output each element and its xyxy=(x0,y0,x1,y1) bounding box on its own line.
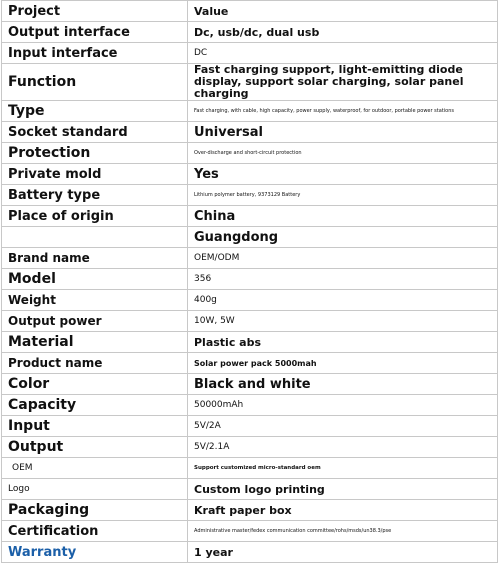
table-row xyxy=(2,353,498,374)
row-value: Guangdong xyxy=(188,227,498,248)
table-row xyxy=(2,185,498,206)
table-row xyxy=(2,164,498,185)
table-row xyxy=(2,437,498,458)
row-value: 5V/2A xyxy=(188,416,498,437)
table-row xyxy=(2,269,498,290)
row-value: Plastic abs xyxy=(188,332,498,353)
table-row xyxy=(2,395,498,416)
row-label: Output xyxy=(2,437,188,458)
row-label: Brand name xyxy=(2,248,188,269)
table-row xyxy=(2,143,498,164)
row-label: Certification xyxy=(2,521,188,542)
table-row xyxy=(2,458,498,479)
table-row xyxy=(2,521,498,542)
table-row xyxy=(2,479,498,500)
spec-table xyxy=(1,0,498,563)
table-row xyxy=(2,374,498,395)
table-row xyxy=(2,311,498,332)
table-row xyxy=(2,416,498,437)
row-value: Fast charging, with cable, high capacity, power supply, waterproof, for outdoor, portable power stations xyxy=(188,101,498,122)
row-label: Private mold xyxy=(2,164,188,185)
row-value: Fast charging support, light-emitting diode display, support solar charging, solar panel charging xyxy=(188,64,498,101)
row-value: OEM/ODM xyxy=(188,248,498,269)
table-row xyxy=(2,101,498,122)
table-row xyxy=(2,500,498,521)
row-label: Output power xyxy=(2,311,188,332)
row-label: Model xyxy=(2,269,188,290)
row-label: Color xyxy=(2,374,188,395)
row-label: Packaging xyxy=(2,500,188,521)
table-row xyxy=(2,22,498,43)
header-project: Project xyxy=(2,1,188,22)
row-label: Place of origin xyxy=(2,206,188,227)
row-label: Input xyxy=(2,416,188,437)
table-row xyxy=(2,43,498,64)
row-label: OEM xyxy=(2,458,188,479)
table-row xyxy=(2,206,498,227)
row-label: Type xyxy=(2,101,188,122)
table-row xyxy=(2,122,498,143)
table-row xyxy=(2,332,498,353)
row-value: Custom logo printing xyxy=(188,479,498,500)
table-row xyxy=(2,64,498,101)
row-value: 10W, 5W xyxy=(188,311,498,332)
row-value: 356 xyxy=(188,269,498,290)
table-row xyxy=(2,248,498,269)
row-label xyxy=(2,227,188,248)
row-value: Administrative master/fedex communication committee/rohs/msds/un38.3/pse xyxy=(188,521,498,542)
row-label: Capacity xyxy=(2,395,188,416)
row-value: Yes xyxy=(188,164,498,185)
row-label: Warranty xyxy=(2,542,188,563)
row-value: Dc, usb/dc, dual usb xyxy=(188,22,498,43)
row-label: Weight xyxy=(2,290,188,311)
row-value: Support customized micro-standard oem xyxy=(188,458,498,479)
row-label: Material xyxy=(2,332,188,353)
row-label: Output interface xyxy=(2,22,188,43)
row-label: Battery type xyxy=(2,185,188,206)
row-value: China xyxy=(188,206,498,227)
header-value: Value xyxy=(188,1,498,22)
table-row xyxy=(2,542,498,563)
row-value: Black and white xyxy=(188,374,498,395)
row-label: Input interface xyxy=(2,43,188,64)
row-label: Product name xyxy=(2,353,188,374)
row-value: 5V/2.1A xyxy=(188,437,498,458)
table-row xyxy=(2,290,498,311)
row-value: 1 year xyxy=(188,542,498,563)
row-value: Universal xyxy=(188,122,498,143)
row-value: 50000mAh xyxy=(188,395,498,416)
row-label: Socket standard xyxy=(2,122,188,143)
table-row xyxy=(2,227,498,248)
row-label: Protection xyxy=(2,143,188,164)
row-value: Kraft paper box xyxy=(188,500,498,521)
row-value: Over-discharge and short-circuit protection xyxy=(188,143,498,164)
row-value: Solar power pack 5000mah xyxy=(188,353,498,374)
row-value: DC xyxy=(188,43,498,64)
row-label: Logo xyxy=(2,479,188,500)
row-value: 400g xyxy=(188,290,498,311)
table-header-row xyxy=(2,1,498,22)
row-value: Lithium polymer battery, 9373129 Battery xyxy=(188,185,498,206)
row-label: Function xyxy=(2,64,188,101)
